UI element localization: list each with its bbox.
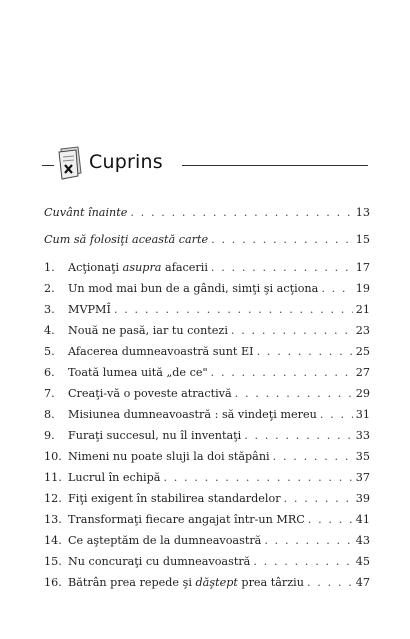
- chapter-number: 4.: [44, 324, 55, 337]
- toc-entry-page: 29: [355, 387, 370, 400]
- leader-dots: [320, 408, 353, 422]
- toc-entry[interactable]: [44, 471, 370, 485]
- toc-entry-page: 13: [355, 206, 370, 219]
- leader-dots: [244, 429, 353, 443]
- chapter-number: 8.: [44, 408, 55, 421]
- toc-entry-label: Cum să folosiţi această carte: [44, 233, 209, 246]
- chapter-title: Fiţi exigent în stabilirea standardelor: [68, 492, 281, 505]
- toc-entry[interactable]: [44, 492, 370, 506]
- chapter-title: MVPMÎ: [68, 303, 111, 316]
- chapter-number: 14.: [44, 534, 62, 547]
- chapter-number: 13.: [44, 513, 62, 526]
- chapter-number: 12.: [44, 492, 62, 505]
- chapter-number: 1.: [44, 261, 55, 274]
- toc-entry-page: 17: [355, 261, 370, 274]
- leader-dots: [211, 233, 353, 247]
- chapter-title: Furaţi succesul, nu îl inventaţi: [68, 429, 242, 442]
- toc-entry[interactable]: [44, 576, 370, 590]
- toc-entry-page: 39: [355, 492, 370, 505]
- chapter-title: Nu concuraţi cu dumneavoastră: [68, 555, 251, 568]
- toc-entry[interactable]: [44, 282, 370, 296]
- chapter-title: Afacerea dumneavoastră sunt EI: [68, 345, 254, 358]
- leader-dots: [130, 206, 352, 220]
- toc-entry-label: Cuvânt înainte: [44, 206, 128, 219]
- chapter-number: 7.: [44, 387, 55, 400]
- toc-entry-page: 23: [355, 324, 370, 337]
- toc-entry-page: 31: [355, 408, 370, 421]
- toc-entry[interactable]: [44, 408, 370, 422]
- toc-entry[interactable]: [44, 366, 370, 380]
- chapter-title: Creaţi-vă o poveste atractivă: [68, 387, 232, 400]
- toc-entry-foreword[interactable]: [44, 206, 370, 220]
- toc-entry-page: 37: [355, 471, 370, 484]
- toc-entry[interactable]: [44, 324, 370, 338]
- page-title: Cuprins: [89, 151, 163, 173]
- chapter-number: 3.: [44, 303, 55, 316]
- document-icon: [56, 146, 84, 180]
- chapter-title: Misiunea dumneavoastră : să vindeţi mereu: [68, 408, 317, 421]
- leader-dots: [273, 450, 353, 464]
- leader-dots: [231, 324, 353, 338]
- chapter-number: 16.: [44, 576, 62, 589]
- leader-dots: [163, 471, 352, 485]
- toc-entry[interactable]: [44, 345, 370, 359]
- toc-entry[interactable]: [44, 555, 370, 569]
- toc-entry-page: 27: [355, 366, 370, 379]
- toc-entry[interactable]: [44, 534, 370, 548]
- toc-entry[interactable]: [44, 429, 370, 443]
- heading-rule-right: [182, 165, 368, 166]
- toc-entry-page: 33: [355, 429, 370, 442]
- chapter-number: 5.: [44, 345, 55, 358]
- toc-entry[interactable]: [44, 387, 370, 401]
- chapter-title: Transformaţi fiecare angajat într-un MRC: [68, 513, 305, 526]
- toc-entry-how-to-use[interactable]: [44, 233, 370, 247]
- leader-dots: [321, 282, 352, 296]
- leader-dots: [211, 366, 353, 380]
- leader-dots: [308, 513, 353, 527]
- leader-dots: [264, 534, 352, 548]
- toc-entry-page: 41: [355, 513, 370, 526]
- leader-dots: [211, 261, 353, 275]
- chapter-title: Lucrul în echipă: [68, 471, 161, 484]
- toc-entry-page: 35: [355, 450, 370, 463]
- chapter-number: 2.: [44, 282, 55, 295]
- leader-dots: [257, 345, 353, 359]
- toc-entry-page: 43: [355, 534, 370, 547]
- chapter-title: Nimeni nu poate sluji la doi stăpâni: [68, 450, 270, 463]
- toc-entry[interactable]: [44, 303, 370, 317]
- chapter-title: Un mod mai bun de a gândi, simţi şi acţiona: [68, 282, 319, 295]
- chapter-title: Nouă ne pasă, iar tu contezi: [68, 324, 228, 337]
- leader-dots: [307, 576, 353, 590]
- chapter-number: 9.: [44, 429, 55, 442]
- chapter-number: 15.: [44, 555, 62, 568]
- leader-dots: [235, 387, 353, 401]
- toc-entry[interactable]: [44, 513, 370, 527]
- chapter-title: Ce aşteptăm de la dumneavoastră: [68, 534, 262, 547]
- chapter-title: Acţionaţi asupra afacerii: [68, 261, 208, 274]
- contents-heading: [42, 146, 368, 182]
- chapter-number: 11.: [44, 471, 62, 484]
- chapter-title: Bătrân prea repede şi dăştept prea târziu: [68, 576, 304, 589]
- toc-entry-page: 25: [355, 345, 370, 358]
- chapter-number: 10.: [44, 450, 62, 463]
- toc-entry-page: 45: [355, 555, 370, 568]
- leader-dots: [114, 303, 353, 317]
- toc-entry-page: 47: [355, 576, 370, 589]
- heading-rule-left: [42, 165, 54, 166]
- leader-dots: [253, 555, 352, 569]
- toc-entry-page: 21: [355, 303, 370, 316]
- chapter-number: 6.: [44, 366, 55, 379]
- toc-entry[interactable]: [44, 261, 370, 275]
- toc-entry-page: 15: [355, 233, 370, 246]
- toc-entry-page: 19: [355, 282, 370, 295]
- toc-entry[interactable]: [44, 450, 370, 464]
- leader-dots: [284, 492, 353, 506]
- chapter-title: Toată lumea uită „de ce": [68, 366, 208, 379]
